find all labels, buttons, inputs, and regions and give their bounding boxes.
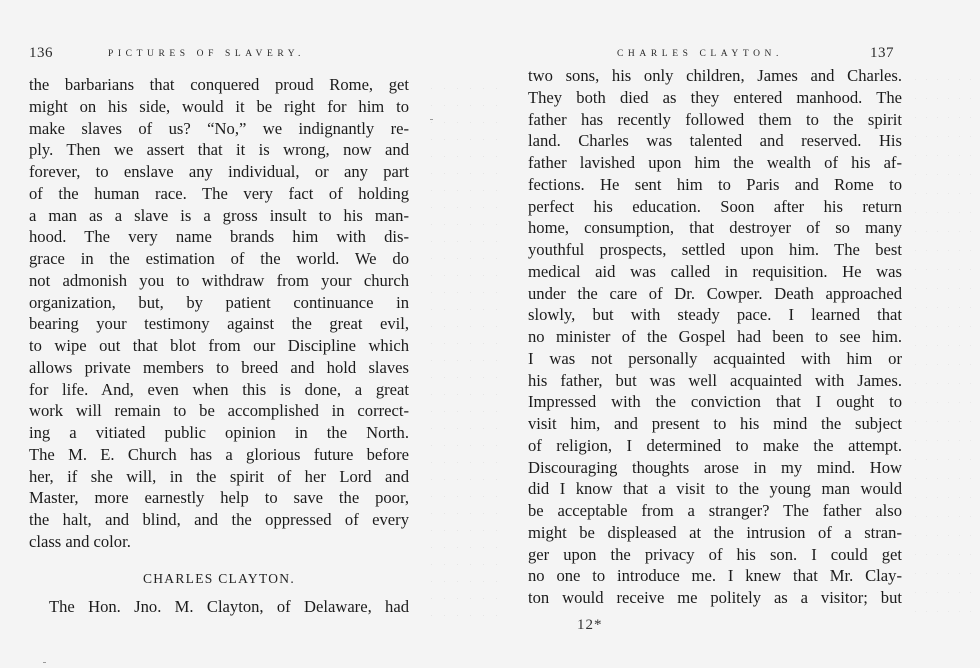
page-number-right: 137 [870, 45, 894, 61]
text-line: forever, to enslave any individual, or any part [29, 162, 409, 181]
right-running-head [490, 44, 980, 62]
text-line: of the human race. The very fact of holding [29, 183, 409, 203]
text-line: for life. And, even when this is done, a great [29, 379, 409, 399]
text-line: youthful prospects, settled upon him. The best [528, 240, 902, 259]
text-line: hood. The very name brands him with dis- [29, 227, 409, 247]
text-line: slowly, but with steady pace. I learned that [528, 305, 902, 325]
text-line: home, consumption, that destroyer of so many [528, 218, 902, 238]
text-line: I was not personally acquainted with him or [528, 348, 902, 368]
left-running-head [0, 44, 440, 62]
text-line: father lavished upon him the wealth of his af- [528, 153, 902, 172]
page-number-left: 136 [29, 45, 53, 61]
text-line: allows private members to breed and hold slaves [29, 357, 409, 377]
text-line: make slaves of us? “No,” we indignantly re- [29, 118, 409, 138]
text-line: ing a vitiated public opinion in the North. [29, 423, 409, 442]
running-title-right: CHARLES CLAYTON. [617, 49, 783, 59]
text-line: visit him, and present to his mind the subject [528, 414, 902, 433]
text-line: The M. E. Church has a glorious future before [29, 444, 409, 464]
text-line: not admonish you to withdraw from your church [29, 270, 409, 290]
text-line: of religion, I determined to make the attempt. [528, 435, 902, 455]
text-line: might on his side, would it be right for him to [29, 96, 409, 116]
left-page [0, 0, 440, 668]
text-line: bearing your testimony against the great evil, [29, 314, 409, 334]
section-heading: CHARLES CLAYTON. [142, 571, 296, 586]
text-line: land. Charles was talented and reserved. His [528, 131, 902, 151]
section-first-line: The Hon. Jno. M. Clayton, of Delaware, had [49, 597, 409, 616]
text-line: medical aid was called in requisition. He was [528, 261, 902, 281]
text-line: perfect his education. Soon after his return [528, 196, 902, 216]
text-line: They both died as they entered manhood. The [528, 87, 902, 107]
text-line: Master, more earnestly help to save the poor, [29, 488, 409, 508]
running-title-left: PICTURES OF SLAVERY. [108, 49, 305, 59]
page-edge-noise [910, 70, 980, 630]
text-line: fections. He sent him to Paris and Rome to [528, 174, 902, 194]
text-line: Impressed with the conviction that I ought to [528, 392, 902, 412]
text-line: father has recently followed them to the spirit [528, 109, 902, 129]
text-line: the halt, and blind, and the oppressed of every [29, 510, 409, 529]
text-line: no one to introduce me. I knew that Mr. Clay- [528, 566, 902, 586]
left-body-text [29, 74, 409, 553]
text-line: might be displeased at the intrusion of a stran- [528, 522, 902, 542]
signature-mark: 12* [577, 617, 603, 633]
text-line: to wipe out that blot from our Discipline which [29, 336, 409, 355]
text-line: under the care of Dr. Cowper. Death approached [528, 283, 902, 303]
text-line: her, if she will, in the spirit of her Lord and [29, 466, 409, 486]
text-line: ply. Then we assert that it is wrong, now and [29, 140, 409, 160]
text-line: ton would receive me politely as a visitor; but [528, 588, 902, 607]
text-line: work will remain to be accomplished in correct- [29, 401, 409, 421]
text-line: organization, but, by patient continuance in [29, 292, 409, 312]
right-page [490, 0, 980, 668]
text-line-paragraph-end: class and color. [29, 531, 131, 551]
scan-speck [430, 119, 433, 120]
text-line: no minister of the Gospel had been to see him. [528, 327, 902, 346]
scan-speck [43, 662, 46, 663]
text-line: be acceptable from a stranger? The father also [528, 501, 902, 520]
text-line: Discouraging thoughts arose in my mind. How [528, 457, 902, 477]
text-line: his father, but was well acquainted with James. [528, 370, 902, 390]
text-line: ger upon the privacy of his son. I could get [528, 544, 902, 564]
text-line: did I know that a visit to the young man would [528, 479, 902, 499]
text-line: a man as a slave is a gross insult to his man- [29, 205, 409, 225]
text-line: two sons, his only children, James and Charles. [528, 66, 902, 85]
right-body-text [528, 65, 902, 609]
text-line: grace in the estimation of the world. We do [29, 249, 409, 268]
text-line: the barbarians that conquered proud Rome, get [29, 75, 409, 94]
